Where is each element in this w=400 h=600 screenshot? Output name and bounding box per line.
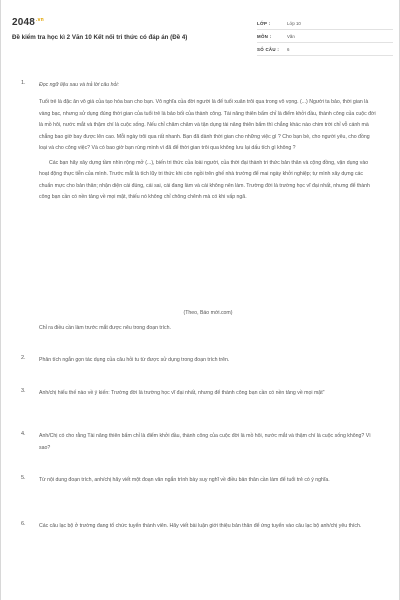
question-text: Chỉ ra điều cần làm trước mắt được nêu trong đoạn trích.: [39, 325, 171, 331]
meta-row-count: [257, 43, 393, 56]
question-number: 6.: [21, 521, 26, 527]
question-number: 5.: [21, 475, 26, 481]
question-text: Các câu lạc bộ ở trường đang tổ chức tuyển thành viên. Hãy viết bài luận giới thiệu bản thân để ứng tuyển vào câu lạc bộ anh/chị yêu thích.: [39, 523, 362, 529]
question-number: 4.: [21, 431, 26, 437]
meta-value: 6: [287, 46, 290, 52]
question-number: 2.: [21, 355, 26, 361]
meta-row-subject: [257, 30, 393, 43]
document-header: [9, 8, 393, 56]
passage-paragraph: Các bạn hãy xây dựng tầm nhìn rộng mở (...), biến tri thức của loài người, của thời đại thành tri thức bản thân và cộng đồng, vận dụng vào hoạt động thực tiễn của mình. Trước mắt là tích lũy tri thức khi còn ngồi trên ghế nhà trường để mai ngày khởi nghiệp; tự mình xây dựng các chuẩn mực cho bản thân; nhận diện cái đúng, cái sai, cái đang làm và cái không nên làm. Trường đời là trường học vĩ đại nhất, nhưng để thành công bạn cần có nền tảng về mọi mặt, thiếu nó không chỉ chông chênh mà có khi vấp ngã.: [39, 159, 370, 200]
passage-paragraph: Tuổi trẻ là đặc ân vô giá của tạo hóa ban cho bạn. Vô nghĩa của đời người là để tuổi xuân trôi qua trong vô vọng. (...) Người ta bảo, thời gian là vàng bạc, nhưng sử dụng đúng thời gian của tuổi trẻ là bảo bối của thành công. Tài năng thiên bẩm chỉ là điểm khởi đầu, thành công của cuộc đời là mồ hôi, nước mắt và thậm chí là cuộc sống. Nếu chỉ chăm chăm và tận dụng tài năng thiên bẩm thì chẳng khác nào chim trời chỉ vỗ cánh mà chẳng bao giờ bay được lên cao. Mỗi ngày trôi qua rất nhanh. Bạn đã dành thời gian cho những việc gì ? Cho bạn bè, cho người yêu, cho đồng loại và cho công việc? Và có bao giờ bạn rùng mình vì đã để thời gian trôi qua không lưu lại dấu tích gì không ?: [39, 99, 376, 151]
question-number: 3.: [21, 388, 26, 394]
logo-text: 2048: [12, 17, 36, 28]
question-text: Anh/chị hiểu thế nào về ý kiến: Trường đời là trường học vĩ đại nhất, nhưng để thành công bạn cần có nền tảng về mọi mặt": [39, 390, 325, 396]
passage-source: (Theo, Báo mới.com): [183, 310, 233, 316]
meta-value: Văn: [287, 33, 295, 39]
meta-key: MÔN :: [257, 33, 272, 39]
reading-passage: [39, 97, 377, 204]
document-title: Đề kiểm tra học kì 2 Văn 10 Kết nối tri thức có đáp án (Đề 4): [12, 34, 188, 41]
meta-key: LỚP :: [257, 20, 271, 26]
question-number: 1.: [21, 80, 26, 86]
meta-row-class: [257, 17, 393, 30]
question-text: Phân tích ngắn gọn tác dụng của câu hỏi tu từ được sử dụng trong đoạn trích trên.: [39, 357, 230, 363]
meta-key: SỐ CÂU :: [257, 46, 280, 52]
question-text: Anh/Chị có cho rằng Tài năng thiên bẩm chỉ là điểm khởi đầu, thành công của cuộc đời là mồ hôi, nước mắt và thậm chí là cuộc sống không? Vì sao?: [39, 433, 371, 451]
question-text: Từ nội dung đoạn trích, anh/chị hãy viết một đoạn văn ngắn trình bày suy nghĩ về điều bản thân cần làm để tuổi trẻ có ý nghĩa.: [39, 477, 330, 483]
site-logo[interactable]: [12, 17, 44, 28]
logo-suffix: .vn: [36, 17, 44, 23]
meta-value: Lớp 10: [287, 20, 301, 26]
question-instruction: Đọc ngữ liệu sau và trả lời câu hỏi:: [39, 82, 119, 88]
document-meta: [257, 17, 393, 56]
